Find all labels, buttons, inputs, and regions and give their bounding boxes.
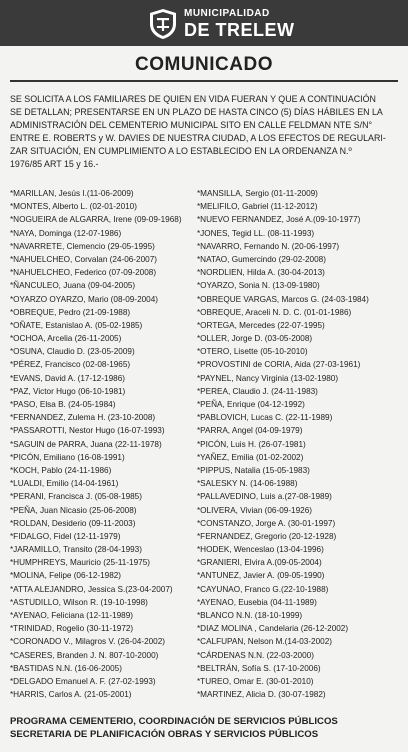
list-row xyxy=(10,398,402,411)
list-row xyxy=(10,596,402,609)
deceased-name-list xyxy=(10,187,402,701)
list-row xyxy=(10,649,402,662)
list-item-left: *MOLINA, Felipe (06-12-1982) xyxy=(10,571,122,581)
list-item-right: *OTERO, Lisette (05-10-2010) xyxy=(197,347,308,357)
list-item-left: *HUMPHREYS, Mauricio (25-11-1975) xyxy=(10,558,150,568)
list-item-right: *SALESKY N. (14-06-1988) xyxy=(197,479,298,489)
list-row xyxy=(10,332,402,345)
list-row xyxy=(10,372,402,385)
list-row xyxy=(10,240,402,253)
list-row xyxy=(10,662,402,675)
list-item-right: *ORTEGA, Mercedes (22-07-1995) xyxy=(197,320,325,330)
list-item-right: *BELTRÁN, Sofía S. (17-10-2006) xyxy=(197,663,321,673)
list-row xyxy=(10,187,402,200)
list-item-right: *OBREQUE VARGAS, Marcos G. (24-03-1984) xyxy=(197,294,369,304)
list-item-left: *NOGUEIRA de ALGARRA, Irene (09-09-1968) xyxy=(10,215,182,225)
list-row xyxy=(10,411,402,424)
list-item-left: *BASTIDAS N.N. (16-06-2005) xyxy=(10,663,122,673)
list-item-right: *OLLER, Jorge D. (03-05-2008) xyxy=(197,334,313,344)
intro-line: SE DETALLAN; PRESENTARSE EN UN PLAZO DE HASTA CINCO (5) DÍAS HÁBILES EN LA xyxy=(10,106,383,117)
list-item-right: *PAYNEL, Nancy Virginia (13-02-1980) xyxy=(197,373,339,383)
list-item-right: *PICÓN, Luis H. (26-07-1981) xyxy=(197,439,306,449)
list-item-left: *SAGUIN de PARRA, Juana (22-11-1978) xyxy=(10,439,162,449)
list-item-right: *MANSILLA, Sergio (01-11-2009) xyxy=(197,189,318,198)
list-item-left: *OÑATE, Estanislao A. (05-02-1985) xyxy=(10,320,143,330)
list-item-left: *ÑANCULEO, Juana (09-04-2005) xyxy=(10,281,136,291)
list-item-right: *FERNANDEZ, Gregorio (20-12-1928) xyxy=(197,531,337,541)
list-row xyxy=(10,675,402,688)
list-item-right: *PEREA, Claudio J. (24-11-1983) xyxy=(197,386,318,396)
list-row xyxy=(10,319,402,332)
list-item-left: *FIDALGO, Fidel (12-11-1979) xyxy=(10,531,121,541)
intro-line: ENTRE E. ROBERTS y W. DAVIES DE NUESTRA CIUDAD, A LOS EFECTOS DE REGULARI- xyxy=(10,132,386,143)
list-row xyxy=(10,530,402,543)
list-item-right: *OYARZO, Sonia N. (13-09-1980) xyxy=(197,281,320,291)
list-item-right: *CALFUPAN, Nelson M.(14-03-2002) xyxy=(197,637,332,647)
list-item-right: *OBREQUE, Araceli N. D. C. (01-01-1986) xyxy=(197,307,352,317)
list-row xyxy=(10,306,402,319)
page-title: COMUNICADO xyxy=(135,54,273,75)
list-item-left: *AYENAO, Feliciana (12-11-1989) xyxy=(10,611,134,620)
footer-signature xyxy=(10,715,402,741)
list-item-right: *TUREO, Omar E. (30-01-2010) xyxy=(197,676,314,686)
list-item-right: *YAÑEZ, Emilia (01-02-2002) xyxy=(197,452,304,462)
list-item-right: *MELIFILO, Gabriel (11-12-2012) xyxy=(197,202,318,212)
list-row xyxy=(10,438,402,451)
title-divider xyxy=(10,80,398,82)
list-item-right: *CÁRDENAS N.N. (22-03-2000) xyxy=(197,650,314,660)
list-item-right: *GRANIERI, Elvira A.(09-05-2004) xyxy=(197,558,322,568)
list-item-left: *PERANI, Francisca J. (05-08-1985) xyxy=(10,492,142,502)
list-item-right: *PIPPUS, Natalia (15-05-1983) xyxy=(197,465,310,475)
list-item-right: *BLANCO N.N. (18-10-1999) xyxy=(197,611,303,620)
list-row xyxy=(10,345,402,358)
list-item-left: *NAYA, Dominga (12-07-1986) xyxy=(10,228,122,238)
list-item-left: *ROLDAN, Desiderio (09-11-2003) xyxy=(10,518,136,528)
list-row xyxy=(10,517,402,530)
list-row xyxy=(10,253,402,266)
list-item-left: *LUALDI, Emilio (14-04-1961) xyxy=(10,479,119,489)
list-item-right: *DIAZ MOLINA , Candelaria (26-12-2002) xyxy=(197,624,349,634)
list-item-left: *CASERES, Branden J. N. 807-10-2000) xyxy=(10,650,159,660)
list-item-left: *OSUNA, Claudio D. (23-05-2009) xyxy=(10,347,135,357)
list-row xyxy=(10,504,402,517)
list-row xyxy=(10,279,402,292)
list-row xyxy=(10,358,402,371)
list-item-right: *PABLOVICH, Lucas C. (22-11-1989) xyxy=(197,413,333,423)
list-item-right: *AYENAO, Eusebia (04-11-1989) xyxy=(197,597,317,607)
list-row xyxy=(10,477,402,490)
list-item-left: *PEÑA, Juan Nicasio (25-06-2008) xyxy=(10,505,137,515)
list-row xyxy=(10,227,402,240)
list-row xyxy=(10,543,402,556)
header-banner xyxy=(0,0,408,46)
list-item-left: *MARILLAN, Jesús I.(11-06-2009) xyxy=(10,189,134,198)
list-item-right: *JONES, Tegid LL. (08-11-1993) xyxy=(197,228,315,238)
list-item-left: *NAVARRETE, Clemencio (29-05-1995) xyxy=(10,241,155,251)
list-item-left: *KOCH, Pablo (24-11-1986) xyxy=(10,465,112,475)
intro-line: ADMINISTRACIÓN DEL CEMENTERIO MUNICIPAL SITO EN CALLE FELDMAN NTE S/N° xyxy=(10,119,373,130)
municipal-logo xyxy=(148,7,295,41)
list-row xyxy=(10,200,402,213)
list-item-right: *NORDLIEN, Hilda A. (30-04-2013) xyxy=(197,268,325,278)
list-row xyxy=(10,451,402,464)
brand-top-text: MUNICIPALIDAD xyxy=(184,8,270,19)
list-item-left: *ATTA ALEJANDRO, Jessica S.(23-04-2007) xyxy=(10,584,173,594)
list-item-left: *CORONADO V., Milagros V. (26-04-2002) xyxy=(10,637,166,647)
list-row xyxy=(10,622,402,635)
list-item-right: *PALLAVEDINO, Luis a.(27-08-1989) xyxy=(197,492,332,502)
list-item-right: *HODEK, Wenceslao (13-04-1996) xyxy=(197,545,324,555)
list-item-left: *DELGADO Emanuel A. F. (27-02-1993) xyxy=(10,676,156,686)
list-row xyxy=(10,490,402,503)
list-row xyxy=(10,293,402,306)
list-item-right: *PROVOSTINI de CORIA, Aida (27-03-1961) xyxy=(197,360,361,370)
list-item-left: *OCHOA, Arcelia (26-11-2005) xyxy=(10,334,122,344)
list-row xyxy=(10,464,402,477)
footer-line-secretariat: SECRETARIA DE PLANIFICACIÓN OBRAS Y SERVICIOS PÚBLICOS xyxy=(10,729,319,740)
list-item-left: *EVANS, David A. (17-12-1986) xyxy=(10,373,125,383)
list-row xyxy=(10,688,402,701)
list-item-right: *PARRA, Angel (04-09-1979) xyxy=(197,426,303,436)
list-item-left: *NAHUELCHEO, Corvalan (24-06-2007) xyxy=(10,254,157,264)
list-item-left: *OBREQUE, Pedro (21-09-1988) xyxy=(10,307,131,317)
list-row xyxy=(10,424,402,437)
footer-line-program: PROGRAMA CEMENTERIO, COORDINACIÓN DE SERVICIOS PÚBLICOS xyxy=(10,716,338,727)
list-row xyxy=(10,609,402,622)
list-row xyxy=(10,569,402,582)
list-row xyxy=(10,583,402,596)
list-item-right: *NAVARRO, Fernando N. (20-06-1997) xyxy=(197,241,340,251)
list-item-left: *ASTUDILLO, Wilson R. (19-10-1998) xyxy=(10,597,148,607)
list-item-right: *ANTUNEZ, Javier A. (09-05-1990) xyxy=(197,571,325,581)
brand-bottom-text: DE TRELEW xyxy=(184,20,295,40)
list-item-right: *NATAO, Gumercindo (29-02-2008) xyxy=(197,254,326,264)
list-item-left: *PÉREZ, Francisco (02-08-1965) xyxy=(10,360,131,370)
list-item-left: *TRINIDAD, Rogelio (30-11-1972) xyxy=(10,624,134,634)
list-row xyxy=(10,556,402,569)
municipal-seal-icon xyxy=(148,8,178,40)
list-item-right: *CONSTANZO, Jorge A. (30-01-1997) xyxy=(197,518,336,528)
list-item-left: *NAHUELCHEO, Federico (07-09-2008) xyxy=(10,268,157,278)
intro-line: ZAR SITUACIÓN, EN CUMPLIMIENTO A LO ESTABLECIDO EN LA ORDENANZA N.º xyxy=(10,145,352,156)
intro-paragraph xyxy=(10,93,400,170)
list-item-right: *PEÑA, Enrique (04-12-1992) xyxy=(197,400,305,409)
list-item-left: *HARRIS, Carlos A. (21-05-2001) xyxy=(10,690,132,700)
list-item-right: *NUEVO FERNANDEZ, José A.(09-10-1977) xyxy=(197,215,361,225)
list-item-left: *PICÓN, Emiliano (16-08-1991) xyxy=(10,452,125,462)
list-row xyxy=(10,266,402,279)
list-item-left: *PASO, Elsa B. (24-05-1984) xyxy=(10,400,116,409)
list-item-right: *MARTINEZ, Alicia D. (30-07-1982) xyxy=(197,690,326,700)
list-item-left: *JARAMILLO, Transito (28-04-1993) xyxy=(10,545,142,555)
list-row xyxy=(10,213,402,226)
list-item-left: *MONTES, Alberto L. (02-01-2010) xyxy=(10,202,137,212)
list-item-left: *OYARZO OYARZO, Mario (08-09-2004) xyxy=(10,294,159,304)
intro-line: SE SOLICITA A LOS FAMILIARES DE QUIEN EN VIDA FUERAN Y QUE A CONTINUACIÓN xyxy=(10,94,376,104)
list-item-left: *FERNANDEZ, Zulema H. (23-10-2008) xyxy=(10,413,156,423)
list-item-right: *OLIVERA, Vivian (06-09-1926) xyxy=(197,505,312,515)
list-row xyxy=(10,635,402,648)
list-item-right: *CAYUNAO, Franco G.(22-10-1988) xyxy=(197,584,329,594)
list-item-left: *PASSAROTTI, Nestor Hugo (16-07-1993) xyxy=(10,426,165,436)
intro-line: 1976/85 ART 15 y 16.- xyxy=(10,158,99,169)
list-item-left: *PAZ, Victor Hugo (06-10-1981) xyxy=(10,386,126,396)
list-row xyxy=(10,385,402,398)
